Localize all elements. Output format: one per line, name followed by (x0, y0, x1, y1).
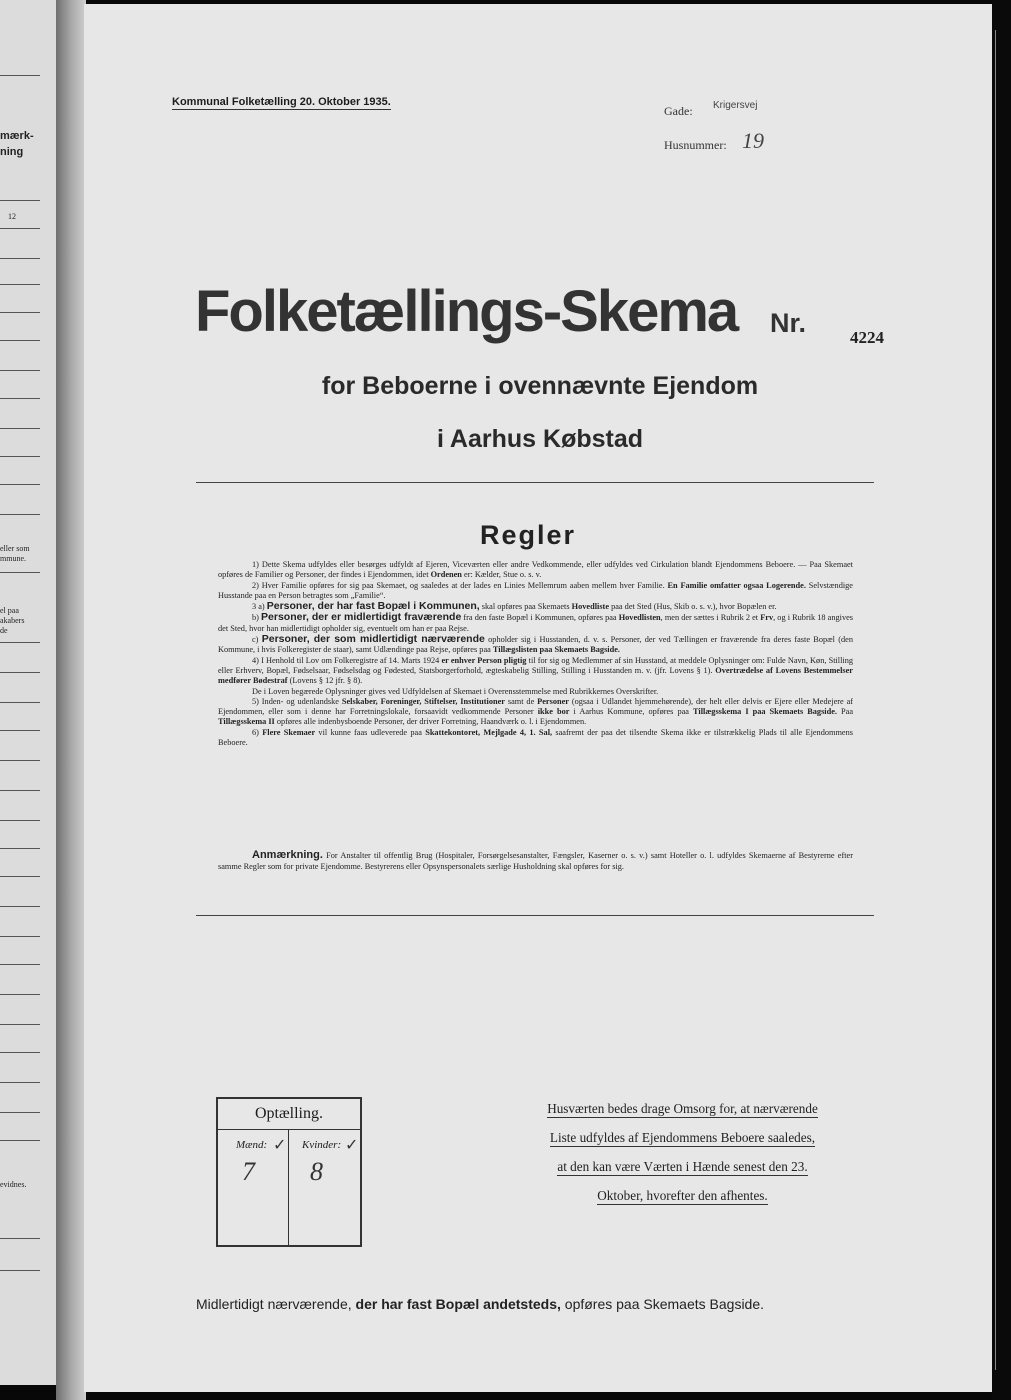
left-page-rule (0, 484, 40, 485)
rule-3c: c) Personer, der som midlertidigt nærværende opholder sig i Husstanden, d. v. s. Personer, der ved Tællingen er fraværende fra deres faste Bopæl (den Kommune, i hvis Folkeregister de staar), samt Udlændinge paa Rejse, opføres paa Tillægslisten paa Skemaets Bagside. (218, 633, 853, 655)
left-page-rule (0, 340, 40, 341)
rules-text (218, 560, 853, 748)
left-page-rule (0, 370, 40, 371)
left-page-note-2: el paa akabers de (0, 606, 25, 635)
left-page-fragment (0, 0, 56, 1385)
footer-note: Midlertidigt nærværende, der har fast Bopæl andetsteds, opføres paa Skemaets Bagside. (196, 1296, 765, 1312)
left-page-rule (0, 820, 40, 821)
left-page-rule (0, 456, 40, 457)
rule-4-note: De i Loven begærede Oplysninger gives ved Udfyldelsen af Skemaet i Overensstemmelse med Rubrikkernes Overskrifter. (252, 686, 659, 696)
left-page-heading: mærk- ning (0, 130, 34, 158)
rule-2: 2) Hver Familie opføres for sig paa Skemaet, og saaledes at der lades en Linies Mellemrum aaben mellem hver Familie. En Familie omfatter ogsaa Logerende. Selvstændige Husstande paa en Person betragtes som „Familie“. (218, 580, 853, 600)
left-page-rule (0, 1112, 40, 1113)
left-page-col-number: 12 (8, 212, 16, 221)
rule-6: 6) Flere Skemaer vil kunne faas udleverede paa Skattekontoret, Mejlgade 4, 1. Sal, saafremt der paa det tilsendte Skema ikke er tilstrækkelig Plads til alle Ejendommens Beboere. (218, 727, 853, 748)
count-box (216, 1097, 362, 1247)
left-page-rule (0, 75, 40, 76)
women-label: Kvinder: (302, 1139, 342, 1151)
left-page-rule (0, 876, 40, 877)
left-page-rule (0, 848, 40, 849)
left-page-rule (0, 1140, 40, 1141)
left-page-rule (0, 906, 40, 907)
left-page-rule (0, 936, 40, 937)
left-page-rule (0, 994, 40, 995)
book-gutter (56, 0, 86, 1400)
notice-line: Oktober, hvorefter den afhentes. (597, 1188, 768, 1203)
census-header: Kommunal Folketælling 20. Oktober 1935. (172, 96, 391, 108)
landlord-notice (505, 1101, 860, 1217)
left-page-rule (0, 228, 40, 229)
men-count: 7 (242, 1157, 255, 1186)
left-page-rule (0, 258, 40, 259)
check-mark-icon: ✓ (345, 1137, 359, 1154)
house-number-value: 19 (742, 128, 764, 153)
left-page-note-3: evidnes. (0, 1180, 27, 1189)
left-page-rule (0, 1082, 40, 1083)
notice-line: Liste udfyldes af Ejendommens Beboere saaledes, (549, 1130, 816, 1145)
rule-1: 1) Dette Skema udfyldes eller besørges udfyldt af Ejeren, Viceværten eller andre Vedkommende, eller udfyldes ved Cirkulation blandt Ejendommens Beboere. — Paa Skemaet opføres de Familier og Personer, der findes i Ejendommen, idet Ordenen er: Kælder, Stue o. s. v. (218, 560, 853, 580)
left-page-rule (0, 730, 40, 731)
form-number-label: Nr. (770, 308, 807, 338)
form-city: i Aarhus Købstad (436, 425, 644, 453)
women-count: 8 (310, 1157, 323, 1186)
rules-heading: Regler (480, 520, 577, 550)
notice-line: Husværten bedes drage Omsorg for, at nærværende (547, 1101, 818, 1116)
left-page-rule (0, 284, 40, 285)
remark-paragraph (218, 850, 853, 872)
left-page-rule (0, 200, 40, 201)
count-box-divider (288, 1130, 289, 1245)
rule-3b: b) Personer, der er midlertidigt fraværende fra den faste Bopæl i Kommunen, opføres paa Hovedlisten, men der sættes i Rubrik 2 et Frv, og i Rubrik 18 angives det Sted, hvor han midlertidigt opholder sig, eventuelt om han er paa Rejse. (218, 611, 853, 633)
form-title: Folketællings-Skema (195, 279, 738, 344)
left-page-rule (0, 964, 40, 965)
left-page-rule (0, 760, 40, 761)
form-number-value: 4224 (850, 328, 884, 347)
notice-line: at den kan være Værten i Hænde senest den 23. (557, 1159, 808, 1174)
left-page-rule (0, 1024, 40, 1025)
left-page-rule (0, 1270, 40, 1271)
left-page-rule (0, 398, 40, 399)
street-value: Krigersvej (713, 100, 758, 111)
count-box-title: Optælling. (218, 1099, 360, 1130)
left-page-note-1: eller som mmune. (0, 544, 30, 563)
left-page-rule (0, 1238, 40, 1239)
left-page-rule (0, 642, 40, 643)
left-page-rule (0, 312, 40, 313)
page-edge-line (995, 30, 996, 1370)
remark-label: Anmærkning. (252, 849, 323, 861)
left-page-rule (0, 790, 40, 791)
house-number-label: Husnummer: (664, 138, 727, 152)
street-label: Gade: (664, 104, 693, 118)
left-page-rule (0, 572, 40, 573)
check-mark-icon: ✓ (273, 1137, 287, 1154)
form-subtitle: for Beboerne i ovennævnte Ejendom (321, 372, 759, 400)
left-page-rule (0, 428, 40, 429)
divider (196, 482, 874, 483)
men-label: Mænd: (236, 1139, 268, 1151)
divider (196, 915, 874, 916)
rule-5: 5) Inden- og udenlandske Selskaber, Foreninger, Stiftelser, Institutioner samt de Personer (ogsaa i Udlandet hjemmehørende), der helt eller delvis er Ejere eller Medejere af Ejendommen, eller som i denne har Forretningslokale, forsaavidt vedkommende Personer ikke bor i Aarhus Kommune, opføres paa Tillægsskema I paa Skemaets Bagside. Paa Tillægsskema II opføres alle indenbysboende Personer, der driver Forretning, Haandværk o. l. i Ejendommen. (218, 696, 854, 727)
left-page-rule (0, 1052, 40, 1053)
remark-text: For Anstalter til offentlig Brug (Hospitaler, Forsørgelsesanstalter, Fængsler, Kaserner o. s. v.) samt Hoteller o. l. udfyldes Skemaerne af Bestyrerne efter samme Regler som for private Ejendomme. Bestyrerens eller Opsynspersonalets særlige Husholdning skal opføres for sig. (218, 851, 853, 871)
rule-4: 4) I Henhold til Lov om Folkeregistre af 14. Marts 1924 er enhver Person pligtig til for sig og Medlemmer af sin Husstand, at meddele Oplysninger om: Fulde Navn, Køn, Stilling eller Erhverv, Bopæl, Fødselsaar, Fødselsdag og Fødested, Statsborgerforhold, ægteskabelig Stilling, Stilling i Husstanden m. v. (jfr. Lovens § 1). Overtrædelse af Lovens Bestemmelser medfører Bødestraf (Lovens § 12 jfr. § 8). (218, 655, 854, 686)
left-page-rule (0, 514, 40, 515)
left-page-rule (0, 672, 40, 673)
rule-3a: 3 a) Personer, der har fast Bopæl i Kommunen, skal opføres paa Skemaets Hovedliste paa det Sted (Hus, Skib o. s. v.), hvor Bopælen er. (252, 600, 777, 613)
left-page-rule (0, 702, 40, 703)
